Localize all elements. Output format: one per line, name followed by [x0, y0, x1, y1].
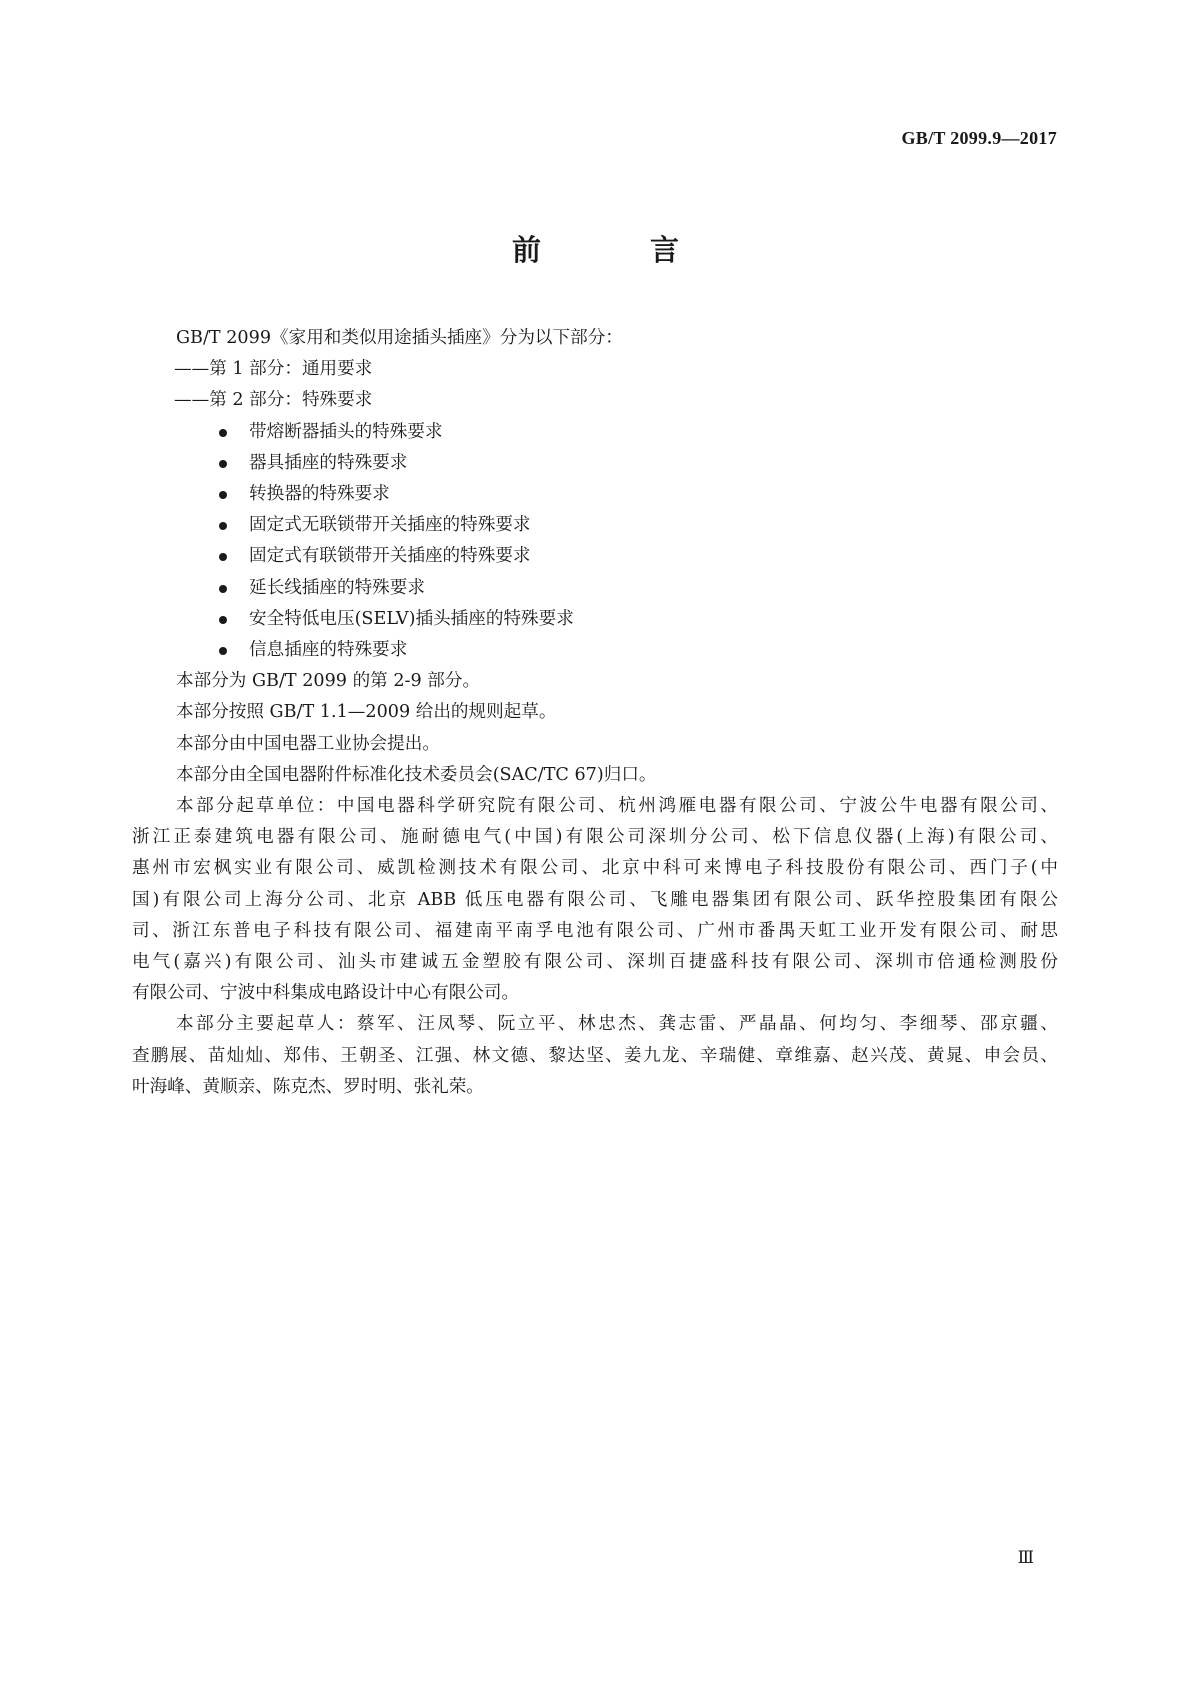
- list-item: 固定式有联锁带开关插座的特殊要求: [176, 541, 1058, 572]
- page-number: Ⅲ: [1017, 1548, 1033, 1567]
- proposed-by-statement: 本部分由中国电器工业协会提出。: [176, 733, 440, 754]
- list-item: 转换器的特殊要求: [176, 479, 1058, 510]
- bullet-list: [176, 417, 1058, 667]
- managed-by-statement: 本部分由全国电器附件标准化技术委员会(SAC/TC 67)归口。: [176, 764, 657, 785]
- paragraph-line: 浙江正泰建筑电器有限公司、施耐德电气(中国)有限公司深圳分公司、松下信息仪器(上海)有限公司、: [132, 827, 1058, 848]
- bullet-icon: [219, 522, 227, 530]
- paragraph-line: 本部分起草单位：中国电器科学研究院有限公司、杭州鸿雁电器有限公司、宁波公牛电器有限公司、: [176, 796, 1058, 817]
- bullet-icon: [219, 553, 227, 561]
- bullet-icon: [219, 585, 227, 593]
- part-2-line: ——第 2 部分：特殊要求: [174, 390, 373, 411]
- paragraph-line: 国)有限公司上海分公司、北京 ABB 低压电器有限公司、飞雕电器集团有限公司、跃华控股集团有限公: [132, 889, 1058, 910]
- list-item: 器具插座的特殊要求: [176, 448, 1058, 479]
- drafting-rule-statement: 本部分按照 GB/T 1.1—2009 给出的规则起草。: [176, 702, 557, 723]
- list-item: 带熔断器插头的特殊要求: [176, 417, 1058, 448]
- part-of-statement: 本部分为 GB/T 2099 的第 2-9 部分。: [176, 671, 481, 692]
- bullet-icon: [219, 616, 227, 624]
- bullet-icon: [219, 429, 227, 437]
- standard-code: GB/T 2099.9—2017: [901, 128, 1057, 148]
- paragraph-line: 叶海峰、黄顺亲、陈克杰、罗时明、张礼荣。: [132, 1076, 484, 1097]
- bullet-icon: [219, 647, 227, 655]
- list-item: 信息插座的特殊要求: [176, 635, 1058, 666]
- foreword-body: [132, 323, 1058, 1103]
- paragraph-line: 司、浙江东普电子科技有限公司、福建南平南孚电池有限公司、广州市番禺天虹工业开发有限公司、耐思: [132, 920, 1058, 941]
- series-line: GB/T 2099《家用和类似用途插头插座》分为以下部分：: [176, 328, 623, 348]
- drafters-paragraph: [132, 1009, 1058, 1103]
- list-item: 安全特低电压(SELV)插头插座的特殊要求: [176, 604, 1058, 635]
- paragraph-line: 电气(嘉兴)有限公司、汕头市建诚五金塑胶有限公司、深圳百捷盛科技有限公司、深圳市倍通检测股份: [132, 952, 1058, 973]
- bullet-icon: [219, 491, 227, 499]
- drafting-units-paragraph: [132, 791, 1058, 1009]
- list-item: 固定式无联锁带开关插座的特殊要求: [176, 510, 1058, 541]
- list-item: 延长线插座的特殊要求: [176, 573, 1058, 604]
- bullet-icon: [219, 460, 227, 468]
- page-title: 前 言: [511, 233, 719, 267]
- part-1-line: ——第 1 部分：通用要求: [174, 359, 373, 380]
- paragraph-line: 查鹏展、苗灿灿、郑伟、王朝圣、江强、林文德、黎达坚、姜九龙、辛瑞健、章维嘉、赵兴茂、黄晁、申会员、: [132, 1045, 1058, 1066]
- paragraph-line: 有限公司、宁波中科集成电路设计中心有限公司。: [132, 983, 520, 1004]
- paragraph-line: 本部分主要起草人：蔡军、汪凤琴、阮立平、林忠杰、龚志雷、严晶晶、何均匀、李细琴、邵京疆、: [176, 1014, 1058, 1035]
- paragraph-line: 惠州市宏枫实业有限公司、威凯检测技术有限公司、北京中科可来博电子科技股份有限公司、西门子(中: [132, 858, 1058, 879]
